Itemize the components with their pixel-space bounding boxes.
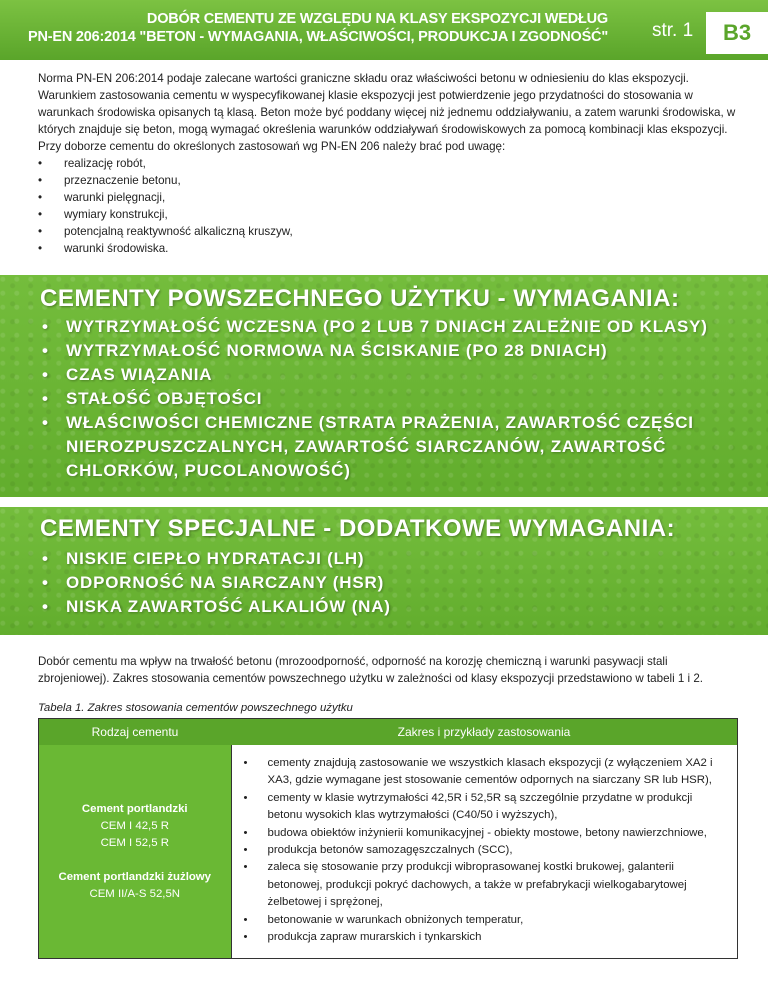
section-heading: CEMENTY SPECJALNE - DODATKOWE WYMAGANIA: xyxy=(40,515,676,542)
list-item: • warunki środowiska. xyxy=(38,240,738,257)
list-item: • STAŁOŚĆ OBJĘTOŚCI xyxy=(40,387,740,411)
cement-class: CEM I 42,5 R xyxy=(100,819,169,832)
list-item: • budowa obiektów inżynierii komunikacyjnej - obiekty mostowe, betony nawierzchniowe, xyxy=(244,825,724,842)
cement-name: Cement portlandzki żużlowy xyxy=(58,870,212,883)
list-item: • przeznaczenie betonu, xyxy=(38,172,738,189)
list-item: • realizację robót, xyxy=(38,155,738,172)
list-item: • produkcja zapraw murarskich i tynkarskich xyxy=(244,929,724,946)
selection-paragraph: Dobór cementu ma wpływ na trwałość betonu (mrozoodporność, odporność na korozję chemiczną i warunki pasywacji stali zbrojeniowej). Zakres stosowania cementów powszechnego użytku w zależności od klasy ekspozycji przedstawiono w tabeli 1 i 2. xyxy=(38,655,704,685)
cement-type-cell xyxy=(39,745,232,959)
list-item: • WYTRZYMAŁOŚĆ WCZESNA (PO 2 LUB 7 DNIACH ZALEŻNIE OD KLASY) xyxy=(40,315,740,339)
list-item: • potencjalną reaktywność alkaliczną kruszyw, xyxy=(38,223,738,240)
list-item: • NISKA ZAWARTOŚĆ ALKALIÓW (NA) xyxy=(40,595,740,619)
list-item: • ODPORNOŚĆ NA SIARCZANY (HSR) xyxy=(40,571,740,595)
section-code: B3 xyxy=(706,12,768,54)
column-header: Rodzaj cementu xyxy=(39,719,232,746)
intro-paragraph: Norma PN-EN 206:2014 podaje zalecane wartości graniczne składu oraz właściwości betonu w odniesieniu do klas ekspozycji. Warunkiem zastosowania cementu w wyspecyfikowanej klasie ekspozycji jest potwierdzenie jego przydatności do stosowania w warunkach środowiska opisanych tą klasą. Beton może być poddany więcej niż jednemu oddziaływaniu, a zatem warunki środowiska, w których znajduje się beton, mogą wymagać określenia warunków oddziaływań środowiskowych za pomocą kombinacji klas ekspozycji. xyxy=(38,72,736,136)
special-cements-panel xyxy=(0,507,768,635)
general-cements-panel xyxy=(0,275,768,497)
list-item: • zaleca się stosowanie przy produkcji wibroprasowanej kostki brukowej, galanterii betonowej, produkcji pokryć dachowych, a także w prefabrykacji wielkogabarytowej żelbetowej i sprężonej, xyxy=(244,859,724,911)
list-item: • WŁAŚCIWOŚCI CHEMICZNE (STRATA PRAŻENIA, ZAWARTOŚĆ CZĘŚCI NIEROZPUSZCZALNYCH, ZAWARTOŚĆ SIARCZANÓW, ZAWARTOŚĆ CHLORKÓW, PUCOLANOWOŚĆ) xyxy=(40,411,740,483)
list-item: • cementy w klasie wytrzymałości 42,5R i 52,5R są szczególnie przydatne w produkcji betonu wysokich klas wytrzymałości (C40/50 i wyższych), xyxy=(244,790,724,825)
table-row xyxy=(39,745,738,959)
table-caption: Tabela 1. Zakres stosowania cementów powszechnego użytku xyxy=(38,702,353,714)
cement-usage-table xyxy=(38,718,738,959)
intro-text xyxy=(38,70,738,257)
list-item: • warunki pielęgnacji, xyxy=(38,189,738,206)
page-title: DOBÓR CEMENTU ZE WZGLĘDU NA KLASY EKSPOZYCJI WEDŁUG PN-EN 206:2014 "BETON - WYMAGANIA, WŁAŚCIWOŚCI, PRODUKCJA I ZGODNOŚĆ" xyxy=(27,11,608,45)
requirements-list xyxy=(40,547,740,619)
page-number: str. 1 xyxy=(652,20,694,41)
requirements-list xyxy=(40,315,740,483)
list-item: • betonowanie w warunkach obniżonych temperatur, xyxy=(244,912,724,929)
list-item: • CZAS WIĄZANIA xyxy=(40,363,740,387)
list-item: • NISKIE CIEPŁO HYDRATACJI (LH) xyxy=(40,547,740,571)
table-header-row xyxy=(39,719,738,746)
section-heading: CEMENTY POWSZECHNEGO UŻYTKU - WYMAGANIA: xyxy=(40,285,680,312)
usage-cell xyxy=(231,745,738,959)
cement-class: CEM I 52,5 R xyxy=(100,836,169,849)
list-item: • cementy znajdują zastosowanie we wszystkich klasach ekspozycji (z wyłączeniem XA2 i XA3, gdzie wymagane jest stosowanie cementów odpornych na siarczany SR lub HSR), xyxy=(244,755,724,790)
list-item: • wymiary konstrukcji, xyxy=(38,206,738,223)
intro-list xyxy=(38,155,738,257)
usage-list xyxy=(244,755,724,946)
list-item: • WYTRZYMAŁOŚĆ NORMOWA NA ŚCISKANIE (PO 28 DNIACH) xyxy=(40,339,740,363)
column-header: Zakres i przykłady zastosowania xyxy=(231,719,738,746)
cement-class: CEM II/A-S 52,5N xyxy=(89,887,181,900)
intro-lead: Przy doborze cementu do określonych zastosowań wg PN-EN 206 należy brać pod uwagę: xyxy=(38,140,506,153)
cement-name: Cement portlandzki xyxy=(81,802,188,815)
list-item: • produkcja betonów samozagęszczalnych (SCC), xyxy=(244,842,724,859)
